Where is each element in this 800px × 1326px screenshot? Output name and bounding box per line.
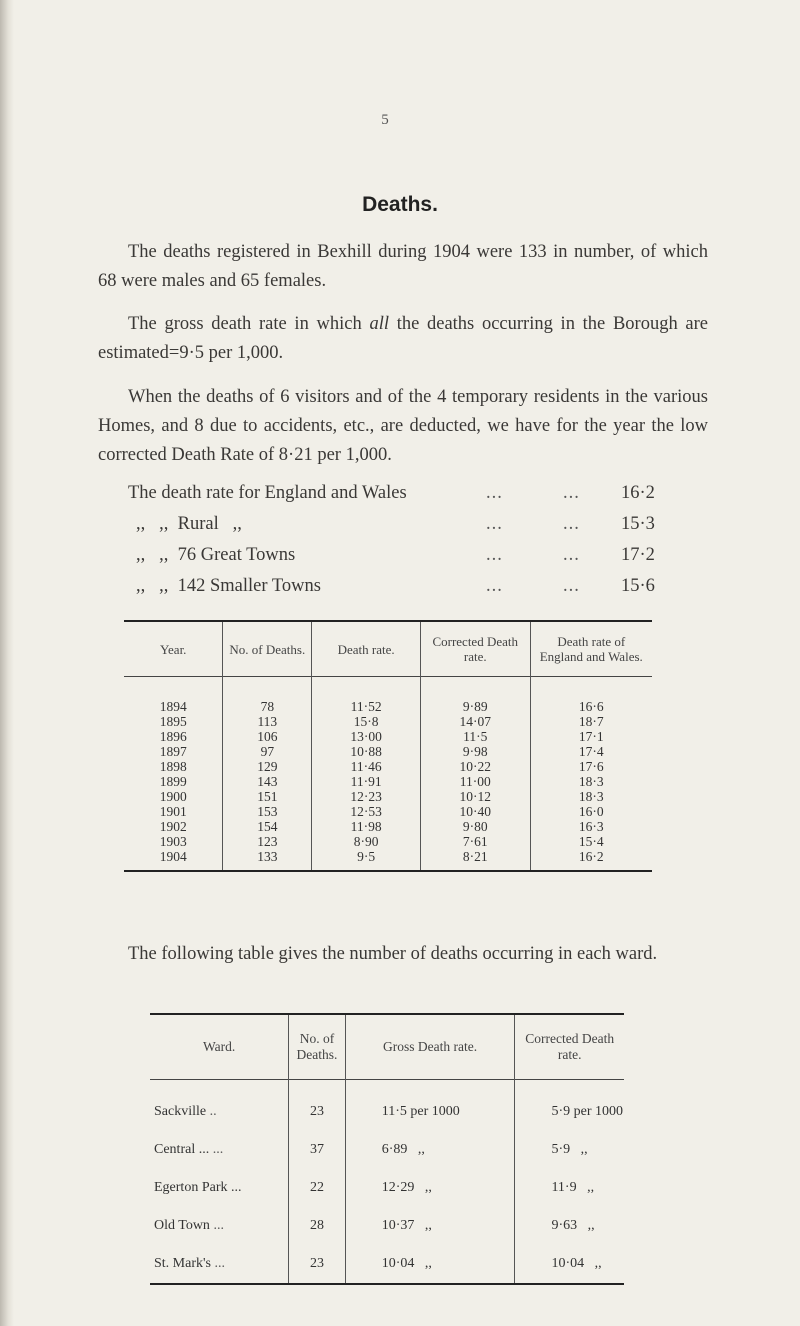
rate-value: 16·2	[621, 483, 655, 503]
cell-corrected-rate: 5·9 per 1000	[551, 1104, 623, 1119]
cell-gross-rate: 6·89 ,,	[345, 1131, 515, 1169]
table-row	[150, 1080, 624, 1132]
cell-deaths: 23	[289, 1245, 346, 1284]
cell-year: 1899	[124, 774, 223, 789]
cell-corrected-rate: 9·89	[420, 677, 530, 715]
cell-corrected-rate: 9·80	[420, 819, 530, 834]
cell-deaths: 143	[223, 774, 312, 789]
table-row	[124, 714, 652, 729]
header-no-of-deaths: No. of Deaths.	[223, 621, 312, 677]
cell-corrected-rate: 11·5	[420, 729, 530, 744]
cell-death-rate: 11·46	[312, 759, 421, 774]
cell-year: 1898	[124, 759, 223, 774]
cell-death-rate: 15·8	[312, 714, 421, 729]
cell-ward	[150, 1080, 289, 1132]
cell-year: 1895	[124, 714, 223, 729]
comparison-rates-list	[128, 483, 688, 607]
rate-label: ,, ,, Rural ,,	[136, 514, 242, 534]
ward-name: Egerton Park ...	[154, 1180, 242, 1195]
cell-corrected-rate: 7·61	[420, 834, 530, 849]
ward-name: Old Town	[154, 1218, 210, 1233]
cell-year: 1902	[124, 819, 223, 834]
cell-england-rate: 17·4	[578, 744, 604, 759]
cell-year: 1901	[124, 804, 223, 819]
table-header-row	[124, 621, 652, 677]
cell-england-rate: 16·2	[578, 849, 604, 864]
rate-label: ,, ,, 76 Great Towns	[136, 545, 296, 565]
table-row	[124, 729, 652, 744]
cell-deaths: 28	[289, 1207, 346, 1245]
cell-death-rate: 11·52	[312, 677, 421, 715]
table-row	[124, 849, 652, 871]
header-death-rate: Death rate.	[312, 621, 421, 677]
cell-england-rate: 15·4	[578, 834, 604, 849]
cell-gross-rate: 10·37 ,,	[345, 1207, 515, 1245]
cell-ward	[150, 1245, 289, 1284]
cell-england-rate: 18·3	[578, 789, 604, 804]
cell-corrected-rate: 10·04 ,,	[551, 1256, 602, 1271]
leader-dots: ...	[214, 1256, 225, 1271]
cell-corrected-rate: 10·40	[420, 804, 530, 819]
rate-value: 15·6	[621, 576, 655, 596]
cell-year: 1904	[124, 849, 223, 871]
cell-year: 1897	[124, 744, 223, 759]
rate-value: 15·3	[621, 514, 655, 534]
cell-deaths: 133	[223, 849, 312, 871]
cell-deaths: 113	[223, 714, 312, 729]
cell-england-rate: 16·6	[578, 699, 604, 714]
rate-row-smaller-towns	[128, 576, 688, 607]
leader-dots: ...	[486, 576, 503, 596]
yearly-death-rate-table	[124, 620, 652, 872]
header-no-of-deaths: No. of Deaths.	[289, 1014, 346, 1080]
leader-dots: ...	[563, 545, 580, 565]
cell-corrected-rate: 11·00	[420, 774, 530, 789]
table-header-row	[150, 1014, 624, 1080]
rate-value: 17·2	[621, 545, 655, 565]
header-corrected-death-rate: Corrected Death rate.	[525, 1031, 615, 1062]
cell-corrected-rate: 11·9 ,,	[551, 1180, 595, 1195]
cell-year: 1903	[124, 834, 223, 849]
cell-death-rate: 13·00	[312, 729, 421, 744]
cell-england-rate: 16·0	[578, 804, 604, 819]
ward-death-rate-table	[150, 1013, 624, 1285]
cell-death-rate: 8·90	[312, 834, 421, 849]
cell-deaths: 78	[223, 677, 312, 715]
paragraph-ward-intro: The following table gives the number of deaths occurring in each ward.	[128, 944, 658, 964]
cell-england-rate: 17·1	[578, 729, 604, 744]
cell-corrected-rate: 10·12	[420, 789, 530, 804]
cell-ward	[150, 1169, 289, 1207]
rate-row-great-towns	[128, 545, 688, 576]
leader-dots: ...	[213, 1218, 224, 1233]
cell-corrected-rate: 9·98	[420, 744, 530, 759]
cell-deaths: 154	[223, 819, 312, 834]
cell-deaths: 123	[223, 834, 312, 849]
cell-ward	[150, 1207, 289, 1245]
rate-label: The death rate for England and Wales	[128, 483, 407, 503]
page-title: Deaths.	[362, 193, 438, 216]
cell-year: 1894	[124, 677, 223, 715]
cell-ward	[150, 1131, 289, 1169]
page-number: 5	[381, 112, 389, 128]
table-row	[150, 1245, 624, 1284]
paragraph-deaths-registered: The deaths registered in Bexhill during 1904 were 133 in number, of which 68 were males and 65 females.	[98, 242, 708, 291]
cell-deaths: 23	[289, 1080, 346, 1132]
header-gross-death-rate: Gross Death rate.	[345, 1014, 515, 1080]
cell-gross-rate: 12·29 ,,	[345, 1169, 515, 1207]
p2-text-after: the deaths occurring in the Borough are estimated=9·5 per 1,000.	[98, 314, 708, 363]
cell-england-rate: 18·3	[578, 774, 604, 789]
cell-corrected-rate: 5·9 ,,	[551, 1142, 588, 1157]
cell-corrected-rate: 9·63 ,,	[551, 1218, 595, 1233]
table-row	[124, 819, 652, 834]
cell-deaths: 22	[289, 1169, 346, 1207]
rate-row-rural	[128, 514, 688, 545]
cell-england-rate: 16·3	[578, 819, 604, 834]
cell-corrected-rate: 14·07	[420, 714, 530, 729]
table-row	[124, 774, 652, 789]
table-row	[124, 834, 652, 849]
cell-deaths: 151	[223, 789, 312, 804]
header-england-wales-rate: Death rate of England and Wales.	[539, 634, 643, 664]
leader-dots: ...	[486, 483, 503, 503]
p2-text-before: The gross death rate in which	[128, 314, 370, 334]
cell-deaths: 106	[223, 729, 312, 744]
cell-deaths: 153	[223, 804, 312, 819]
cell-death-rate: 11·91	[312, 774, 421, 789]
leader-dots: ...	[563, 576, 580, 596]
header-corrected-death-rate: Corrected Death rate.	[420, 621, 530, 677]
table-row	[124, 759, 652, 774]
table-row	[124, 789, 652, 804]
cell-corrected-rate: 8·21	[420, 849, 530, 871]
table-row	[150, 1169, 624, 1207]
leader-dots: ...	[563, 483, 580, 503]
leader-dots: ..	[209, 1104, 217, 1119]
rate-row-england-wales	[128, 483, 688, 514]
header-year: Year.	[124, 621, 223, 677]
table-row	[150, 1207, 624, 1245]
table-row	[124, 677, 652, 715]
cell-gross-rate: 10·04 ,,	[345, 1245, 515, 1284]
cell-death-rate: 10·88	[312, 744, 421, 759]
cell-death-rate: 12·53	[312, 804, 421, 819]
cell-england-rate: 17·6	[578, 759, 604, 774]
leader-dots: ...	[563, 514, 580, 534]
cell-deaths: 37	[289, 1131, 346, 1169]
leader-dots: ...	[212, 1142, 224, 1157]
table-row	[150, 1131, 624, 1169]
ward-name: St. Mark's	[154, 1256, 211, 1271]
cell-corrected-rate: 10·22	[420, 759, 530, 774]
cell-england-rate: 18·7	[578, 714, 604, 729]
cell-deaths: 97	[223, 744, 312, 759]
ward-name: Central ...	[154, 1142, 210, 1157]
rate-label: ,, ,, 142 Smaller Towns	[136, 576, 321, 596]
header-ward: Ward.	[150, 1014, 289, 1080]
cell-year: 1900	[124, 789, 223, 804]
cell-gross-rate: 11·5 per 1000	[345, 1080, 515, 1132]
cell-deaths: 129	[223, 759, 312, 774]
p2-emphasis: all	[369, 314, 389, 334]
table-row	[124, 744, 652, 759]
leader-dots: ...	[486, 514, 503, 534]
paragraph-gross-death-rate	[98, 310, 708, 368]
cell-death-rate: 9·5	[312, 849, 421, 871]
table-row	[124, 804, 652, 819]
ward-name: Sackville	[154, 1104, 207, 1119]
cell-death-rate: 12·23	[312, 789, 421, 804]
leader-dots: ...	[486, 545, 503, 565]
cell-year: 1896	[124, 729, 223, 744]
cell-death-rate: 11·98	[312, 819, 421, 834]
paragraph-corrected-death-rate: When the deaths of 6 visitors and of the 4 temporary residents in the various Homes, and 8 due to accidents, etc., are deducted, we have for the year the low corrected Death Rate of 8·21 per 1,000.	[98, 387, 708, 465]
